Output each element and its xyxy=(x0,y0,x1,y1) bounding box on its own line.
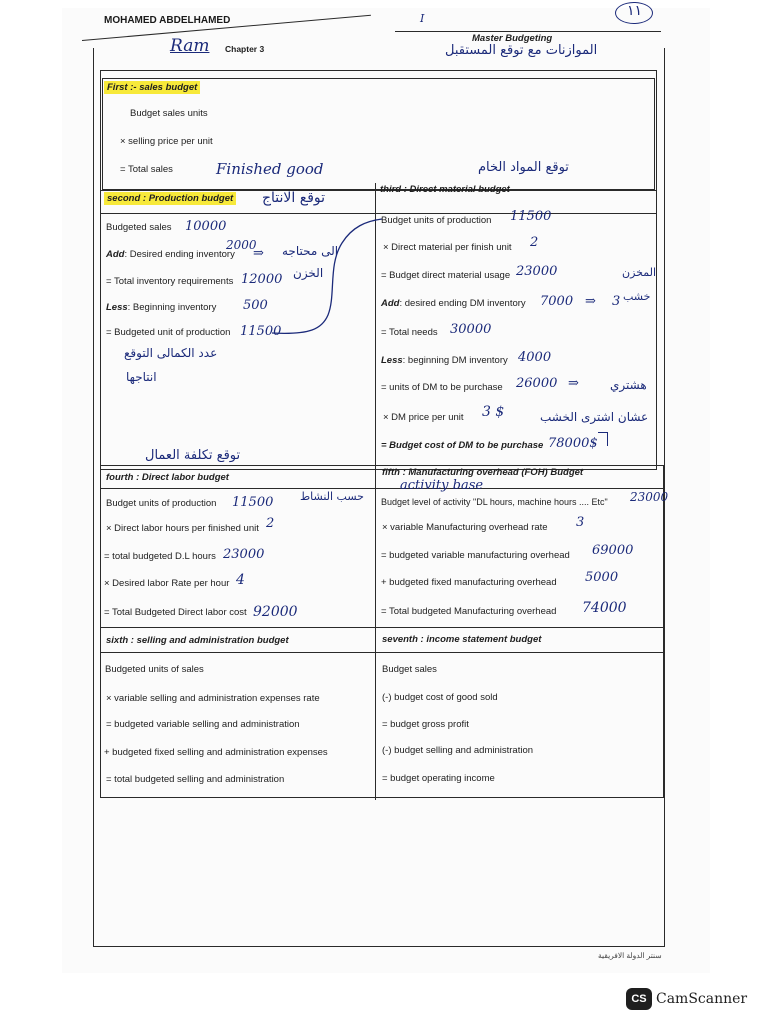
third-line-4 xyxy=(381,298,526,310)
second-arrow-2: ⇒ xyxy=(253,246,264,261)
second-line-2-text: : Desired ending inventory xyxy=(124,249,235,260)
second-bottom-note-2: انتاجها xyxy=(126,370,157,384)
seventh-line-1: Budget sales xyxy=(382,664,437,675)
outer-bottom-border xyxy=(93,946,665,947)
document-title: Master Budgeting xyxy=(472,33,553,44)
third-value-4-note: 3 xyxy=(612,294,621,309)
third-note-arabic-1: المخزن xyxy=(622,266,657,279)
third-less-label: Less xyxy=(381,355,403,366)
fourth-value-1: 11500 xyxy=(232,495,274,510)
fifth-line-5: = Total budgeted Manufacturing overhead xyxy=(381,606,557,617)
first-line-2: × selling price per unit xyxy=(120,136,213,147)
fourth-title-arabic: توقع تكلفة العمال xyxy=(145,448,241,463)
page-number: ١١ xyxy=(627,3,643,19)
third-arrow-4: ⇒ xyxy=(585,294,596,309)
fifth-value-2: 3 xyxy=(576,515,585,530)
third-line-2: × Direct material per finish unit xyxy=(383,242,512,253)
first-line-1: Budget sales units xyxy=(130,108,208,119)
first-finished-good-note: Finished good xyxy=(216,160,324,178)
second-line-1: Budgeted sales xyxy=(106,222,172,233)
third-value-1: 11500 xyxy=(510,209,552,224)
second-title-arabic: توقع الانتاج xyxy=(262,190,326,206)
fifth-value-3: 69000 xyxy=(592,543,634,558)
third-line-8: × DM price per unit xyxy=(383,412,464,423)
fourth-line-3: = total budgeted D.L hours xyxy=(104,551,216,562)
third-value-7: 26000 xyxy=(516,376,558,391)
third-line-3: = Budget direct material usage xyxy=(381,270,511,281)
title-arabic-note: الموازنات مع توقع المستقبل xyxy=(445,43,598,58)
row-divider-1 xyxy=(100,190,657,191)
third-value-3: 23000 xyxy=(516,264,558,279)
second-note-arabic-1: الى محتاجه xyxy=(282,244,339,258)
sixth-line-2: × variable selling and administration expenses rate xyxy=(106,693,320,704)
third-value-2: 2 xyxy=(530,235,539,250)
chapter-handwritten: Ram xyxy=(170,36,210,56)
section-first-title xyxy=(104,82,200,94)
second-line-5: = Budgeted unit of production xyxy=(106,327,231,338)
footer-stamp: سنتر الدولة الافريقية xyxy=(598,951,662,960)
fifth-line-3: = budgeted variable manufacturing overhead xyxy=(381,550,570,561)
header-mark: I xyxy=(420,12,425,25)
third-value-4: 7000 xyxy=(540,294,574,309)
section-first-title-text: First :- sales budget xyxy=(104,81,200,94)
second-line-4-text: : Beginning inventory xyxy=(127,302,217,313)
second-line-2 xyxy=(106,249,235,261)
fourth-value-5: 92000 xyxy=(253,604,298,620)
third-arrow-7: ⇒ xyxy=(568,376,579,391)
fourth-line-4: × Desired labor Rate per hour xyxy=(104,578,230,589)
fourth-value-2: 2 xyxy=(266,516,275,531)
third-add-label: Add xyxy=(381,298,400,309)
outer-left-border xyxy=(93,48,94,946)
second-add-label: Add xyxy=(106,249,125,260)
second-line-3: = Total inventory requirements xyxy=(106,276,234,287)
third-line-6-text: : beginning DM inventory xyxy=(402,355,508,366)
third-line-4-text: : desired ending DM inventory xyxy=(399,298,526,309)
third-value-9-box xyxy=(598,432,608,446)
third-note-arabic-3: هشتري xyxy=(610,378,647,392)
camscanner-logo-icon: CS xyxy=(626,988,652,1010)
fifth-value-4: 5000 xyxy=(585,570,619,585)
third-line-6 xyxy=(381,355,508,367)
third-line-9: = Budget cost of DM to be purchase xyxy=(381,440,544,451)
sixth-line-3: = budgeted variable selling and administration xyxy=(106,719,300,730)
second-bottom-note-1: عدد الكمالى التوقع xyxy=(124,346,218,360)
third-line-7: = units of DM to be purchase xyxy=(381,382,503,393)
fourth-value-3: 23000 xyxy=(223,547,265,562)
camscanner-brand: CamScanner xyxy=(656,991,748,1007)
production-link-curve xyxy=(270,205,385,340)
fourth-line-5: = Total Budgeted Direct labor cost xyxy=(104,607,247,618)
seventh-line-2: (-) budget cost of good sold xyxy=(382,692,498,703)
second-value-1: 10000 xyxy=(185,219,227,234)
fourth-value-4: 4 xyxy=(236,572,245,588)
section-fourth-title: fourth : Direct labor budget xyxy=(106,472,229,483)
third-line-1: Budget units of production xyxy=(381,215,492,226)
author-name: MOHAMED ABDELHAMED xyxy=(104,15,231,26)
sixth-line-1: Budgeted units of sales xyxy=(105,664,204,675)
first-line-3: = Total sales xyxy=(120,164,173,175)
section-seventh-title: seventh : income statement budget xyxy=(382,634,542,645)
section-third-title: third : Direct material budget xyxy=(380,184,510,195)
fourth-line-2: × Direct labor hours per finished unit xyxy=(106,523,259,534)
third-value-8: 3 $ xyxy=(482,404,505,420)
seventh-line-3: = budget gross profit xyxy=(382,719,469,730)
seventh-line-5: = budget operating income xyxy=(382,773,495,784)
fifth-line-1: Budget level of activity "DL hours, machine hours .... Etc" xyxy=(381,497,608,507)
second-line-4 xyxy=(106,302,216,314)
second-note-arabic-2: الخزن xyxy=(293,266,324,280)
budget-table-inner-box xyxy=(102,78,655,190)
second-value-3: 12000 xyxy=(241,272,283,287)
third-value-5: 30000 xyxy=(450,322,492,337)
sixth-line-4: + budgeted fixed selling and administration expenses xyxy=(104,747,328,758)
fourth-line-1: Budget units of production xyxy=(106,498,217,509)
second-value-4: 500 xyxy=(243,298,268,313)
section-fifth-title: fifth : Manufacturing overhead (FOH) Budget xyxy=(382,467,584,478)
section-second-title xyxy=(104,193,236,205)
third-value-6: 4000 xyxy=(518,350,552,365)
second-less-label: Less xyxy=(106,302,128,313)
fifth-line-2: × variable Manufacturing overhead rate xyxy=(382,522,548,533)
third-note-arabic-4: عشان اشترى الخشب xyxy=(540,410,649,424)
chapter-label: Chapter 3 xyxy=(225,44,265,54)
seventh-line-4: (-) budget selling and administration xyxy=(382,745,534,756)
fifth-line-4: + budgeted fixed manufacturing overhead xyxy=(381,577,557,588)
section-second-title-text: second : Production budget xyxy=(104,192,236,205)
fifth-activity-note: activity base xyxy=(400,478,484,493)
third-value-9: 78000$ xyxy=(548,436,598,451)
second-value-5: 11500 xyxy=(240,324,282,339)
second-value-2: 2000 xyxy=(226,238,257,252)
fifth-value-5: 74000 xyxy=(582,600,627,616)
header-right-line xyxy=(395,31,661,32)
sixth-line-5: = total budgeted selling and administration xyxy=(106,774,285,785)
fifth-value-1: 23000 xyxy=(630,490,669,504)
third-note-arabic-2: خشب xyxy=(623,290,651,303)
third-line-5: = Total needs xyxy=(381,327,438,338)
fifth-note-arabic: حسب النشاط xyxy=(300,490,364,503)
section-sixth-title: sixth : selling and administration budget xyxy=(106,635,289,646)
third-title-arabic: توقع المواد الخام xyxy=(478,160,569,175)
